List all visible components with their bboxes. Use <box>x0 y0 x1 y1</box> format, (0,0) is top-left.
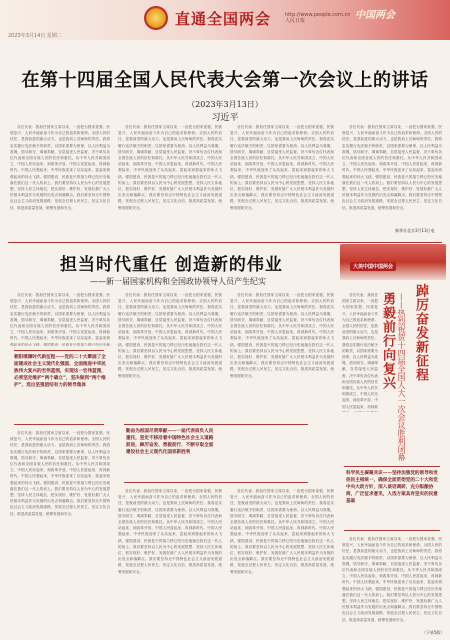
side-vertical-subtitle: ——热烈祝贺十四届全国人大一次会议胜利闭幕 <box>397 293 406 461</box>
feature-title: 担当时代重任 创造新的伟业 <box>60 255 283 275</box>
section-divider <box>8 242 442 243</box>
article-column-1 <box>10 124 110 238</box>
feature-column-2a <box>118 292 222 420</box>
article-byline: 新华社北京3月13日电 <box>395 228 435 233</box>
issue-date: 2023年3月14日 星期二 <box>8 33 62 39</box>
feature-text: 各位代表：我担任国家主席以来，一直把为国家富强、民族复兴、人民幸福而奋斗作为自己的追求和使命。全国人民的信任，是我前进的最大动力，也是我肩上沉甸甸的责任。我将忠实履行宪法赋予的职责，以国家需要为使命，以人民利益为准绳，恪尽职守，竭诚奉献，自觉接受人民监督，决不辜负各位代表和全国各族人民的信任和重托。从中华人民共和国成立、中国人民站起来，到改革开放、中国人民富起来，再到新时代、中国人民强起来，中华民族迎来了从站起来、富起来到强起来的伟大飞跃。强国建设、民族复兴的接力棒已经历史地落在我们这一代人的肩上。我们要坚持以人民为中心的发展思想，坚持人民主体地位，把实现好、维护好、发展好最广大人民根本利益作为发展的出发点和落脚点。我们要坚持走中国特色社会主义政治发展道路，发展全过程人民民主，坚定文化自信，推进高质量发展，统筹发展和安全。 <box>118 293 222 378</box>
banner-url: http://www.people.com.cn <box>285 12 351 18</box>
feature-text: 各位代表：我担任国家主席以来，一直把为国家富强、民族复兴、人民幸福而奋斗作为自己的追求和使命。全国人民的信任，是我前进的最大动力，也是我肩上沉甸甸的责任。我将忠实履行宪法赋予的职责，以国家需要为使命，以人民利益为准绳，恪尽职守，竭诚奉献，自觉接受人民监督，决不辜负各位代表和全国各族人民的信任和重托。从中华人民共和国成立、中国人民站起来，到改革开放、中国人民富起来，再到新时代、中国人民强起来，中华民族迎来了从站起来、富起来到强起来的伟大飞跃。强国建设、民族复兴的接力棒已经历史地落在我们这一代人的肩上。我们要坚持以人民为中心的发展思想，坚持人民主体地位，把实现好、维护好、发展好最广大人民根本利益作为发展的出发点和落脚点。我们要坚持走中国特色社会主义政治发展道路，发展全过程人民民主，坚定文化自信，推进高质量发展，统筹发展和安全。 <box>230 489 334 574</box>
quote-rule <box>14 424 104 425</box>
quote-rule <box>344 466 440 467</box>
feature-column-3a <box>230 292 334 418</box>
article-author: 习近平 <box>211 113 239 123</box>
article-column-2 <box>118 124 222 238</box>
article-text: 各位代表：我担任国家主席以来，一直把为国家富强、民族复兴、人民幸福而奋斗作为自己的追求和使命。全国人民的信任，是我前进的最大动力，也是我肩上沉甸甸的责任。我将忠实履行宪法赋予的职责，以国家需要为使命，以人民利益为准绳，恪尽职守，竭诚奉献，自觉接受人民监督，决不辜负各位代表和全国各族人民的信任和重托。从中华人民共和国成立、中国人民站起来，到改革开放、中国人民富起来，再到新时代、中国人民强起来，中华民族迎来了从站起来、富起来到强起来的伟大飞跃。强国建设、民族复兴的接力棒已经历史地落在我们这一代人的肩上。我们要坚持以人民为中心的发展思想，坚持人民主体地位，把实现好、维护好、发展好最广大人民根本利益作为发展的出发点和落脚点。我们要坚持走中国特色社会主义政治发展道路，发展全过程人民民主，坚定文化自信，推进高质量发展，统筹发展和安全。 <box>10 125 110 210</box>
banner-paper: 人民日报 <box>285 18 306 24</box>
feature-column-1a <box>10 292 110 346</box>
feature-text: 各位代表：我担任国家主席以来，一直把为国家富强、民族复兴、人民幸福而奋斗作为自己的追求和使命。全国人民的信任，是我前进的最大动力，也是我肩上沉甸甸的责任。我将忠实履行宪法赋予的职责，以国家需要为使命，以人民利益为准绳，恪尽职守，竭诚奉献，自觉接受人民监督，决不辜负各位代表和全国各族人民的信任和重托。从中华人民共和国成立、中国人民站起来，到改革开放、中国人民富起来，再到新时代、中国人民强起来，中华民族迎来了从站起来、富起来到强起来的伟大飞跃。强国建设、民族复兴的接力棒已经历史地落在我们这一代人的肩上。我们要坚持以人民为中心的发展思想，坚持人民主体地位，把实现好、维护好、发展好最广大人民根本利益作为发展的出发点和落脚点。我们要坚持走中国特色社会主义政治发展道路，发展全过程人民民主，坚定文化自信，推进高质量发展，统筹发展和安全。 <box>230 293 334 378</box>
pull-quote-1: 朝阳喷薄时代新征程——党的二十大擘画了全面建成社会主义现代化强国、全面推进中华民族伟大复兴的宏伟蓝图，实现这一宏伟蓝图，必须坚定维护“两个确立”，坚决做到“两个维护”，选出坚强团结有力的领导集体 <box>14 355 106 388</box>
quote-rule <box>124 424 308 425</box>
feature-text: 各位代表：我担任国家主席以来，一直把为国家富强、民族复兴、人民幸福而奋斗作为自己的追求和使命。全国人民的信任，是我前进的最大动力，也是我肩上沉甸甸的责任。我将忠实履行宪法赋予的职责，以国家需要为使命，以人民利益为准绳，恪尽职守，竭诚奉献，自觉接受人民监督，决不辜负各位代表和全国各族人民的信任和重托。从中华人民共和国成立、中国人民站起来，到改革开放、中国人民富起来，再到新时代、中国人民强起来，中华民族迎来了从站起来、富起来到强起来的伟大飞跃。强国建设、民族复兴的接力棒已经历史地落在我们这一代人的肩上。我们要坚持以人民为中心的发展思想，坚持人民主体地位，把实现好、维护好、发展好最广大人民根本利益作为发展的出发点和落脚点。我们要坚持走中国特色社会主义政治发展道路，发展全过程人民民主，坚定文化自信，推进高质量发展，统筹发展和安全。 <box>342 537 442 622</box>
article-text: 各位代表：我担任国家主席以来，一直把为国家富强、民族复兴、人民幸福而奋斗作为自己的追求和使命。全国人民的信任，是我前进的最大动力，也是我肩上沉甸甸的责任。我将忠实履行宪法赋予的职责，以国家需要为使命，以人民利益为准绳，恪尽职守，竭诚奉献，自觉接受人民监督，决不辜负各位代表和全国各族人民的信任和重托。从中华人民共和国成立、中国人民站起来，到改革开放、中国人民富起来，再到新时代、中国人民强起来，中华民族迎来了从站起来、富起来到强起来的伟大飞跃。强国建设、民族复兴的接力棒已经历史地落在我们这一代人的肩上。我们要坚持以人民为中心的发展思想，坚持人民主体地位，把实现好、维护好、发展好最广大人民根本利益作为发展的出发点和落脚点。我们要坚持走中国特色社会主义政治发展道路，发展全过程人民民主，坚定文化自信，推进高质量发展，统筹发展和安全。 <box>230 125 334 210</box>
national-emblem-icon <box>144 6 168 30</box>
banner-decoration: 中国两会 <box>355 10 395 21</box>
feature-column-3b <box>230 488 334 626</box>
feature-column-4a <box>342 292 378 412</box>
quote-rule <box>344 530 440 531</box>
banner-title: 直通全国两会 <box>175 10 272 28</box>
feature-text: 各位代表：我担任国家主席以来，一直把为国家富强、民族复兴、人民幸福而奋斗作为自己的追求和使命。全国人民的信任，是我前进的最大动力，也是我肩上沉甸甸的责任。我将忠实履行宪法赋予的职责，以国家需要为使命，以人民利益为准绳，恪尽职守，竭诚奉献，自觉接受人民监督，决不辜负各位代表和全国各族人民的信任和重托。从中华人民共和国成立、中国人民站起来，到改革开放、中国人民富起来，再到新 <box>342 293 378 409</box>
feature-column-4b <box>342 536 442 626</box>
side-vertical-headline-2: 勇毅前行向复兴 <box>380 292 395 390</box>
side-vertical-headline-1: 踔厉奋发新征程 <box>413 284 428 382</box>
article-column-3 <box>230 124 334 238</box>
banner-small-text <box>285 12 350 24</box>
feature-text: 各位代表：我担任国家主席以来，一直把为国家富强、民族复兴、人民幸福而奋斗作为自己的追求和使命。全国人民的信任，是我前进的最大动力，也是我肩上沉甸甸的责任。我将忠实履行宪法赋予的职责，以国家需要为使命，以人民利益为准绳，恪尽职守，竭诚奉献，自觉接受人民监督，决不辜负各位代表和全国各族人民的信任和重托。从中华人民共和国成立、中国人民站起来，到改革开放、中国人民富起来，再到新时代、中国人民强起来，中华民族迎来了从站起来、富起来到强起来的伟大飞跃。强国建设、民族复兴的接力棒已经历史地落在我们这一代人的肩上。我们要坚持以人民为中心的发展思想，坚持人民主体地位，把实现好、维护好、发展好最广大人民根本利益作为发展的出发点和落脚点。我们要坚持走中国特色社会主义政治发展道路，发展全过程人民民主，坚定文化自信，推进高质量发展，统筹发展和安全。 <box>118 489 222 574</box>
feature-subtitle: ——新一届国家机构和全国政协领导人员产生纪实 <box>90 277 266 286</box>
feature-text: 各位代表：我担任国家主席以来，一直把为国家富强、民族复兴、人民幸福而奋斗作为自己的追求和使命。全国人民的信任，是我前进的最大动力，也是我肩上沉甸甸的责任。我将忠实履行宪法赋予的职责，以国家需要为使命，以人民利益为准绳，恪尽职守，竭诚奉献，自觉接受人民监督，决不辜负各位代表和全国各族人民的信任和重托。从中华人民共和国成立、中国人民站起来，到改革开放、中国人民富起来，再到新时代、中国人民强起来，中华民族迎来了从站起来、富起来到强起来的伟大飞跃。强国建设、民族复兴的接力棒已经历史地落在我们这一代人的肩上。我们要坚持以人民为中心的发展思想，坚持人民主体地位，把实现好、维护好、发展好最广大人民根本利益作为发展的出发点和落脚点。我们要坚持走中国特色社会主义政治发展道路，发展全过程人民民主，坚定文化自信，推进高质量发展，统筹发展和安全。 <box>10 431 110 516</box>
continued-note: （下转5版） <box>422 630 445 635</box>
article-text: 各位代表：我担任国家主席以来，一直把为国家富强、民族复兴、人民幸福而奋斗作为自己的追求和使命。全国人民的信任，是我前进的最大动力，也是我肩上沉甸甸的责任。我将忠实履行宪法赋予的职责，以国家需要为使命，以人民利益为准绳，恪尽职守，竭诚奉献，自觉接受人民监督，决不辜负各位代表和全国各族人民的信任和重托。从中华人民共和国成立、中国人民站起来，到改革开放、中国人民富起来，再到新时代、中国人民强起来，中华民族迎来了从站起来、富起来到强起来的伟大飞跃。强国建设、民族复兴的接力棒已经历史地落在我们这一代人的肩上。我们要坚持以人民为中心的发展思想，坚持人民主体地位，把实现好、维护好、发展好最广大人民根本利益作为发展的出发点和落脚点。我们要坚持走中国特色社会主义政治发展道路，发展全过程人民民主，坚定文化自信，推进高质量发展，统筹发展和安全。 <box>118 125 222 210</box>
article-date: （2023年3月13日） <box>187 100 263 109</box>
feature-column-2b <box>118 488 222 626</box>
side-banner-label: 大美中国中国两会 <box>350 262 396 271</box>
article-column-4 <box>342 124 442 224</box>
pull-quote-3: 科学民主凝聚共识——坚持加强党的领导和发扬民主相统一，确保全面贯彻党的二十大和党中央大政方针，深入谈话调研、充分酝酿协商，广泛征求意见，人选方案具有坚实的民意基础 <box>346 471 438 504</box>
feature-text: 各位代表：我担任国家主席以来，一直把为国家富强、民族复兴、人民幸福而奋斗作为自己的追求和使命。全国人民的信任，是我前进的最大动力，也是我肩上沉甸甸的责任。我将忠实履行宪法赋予的职责，以国家需要为使命，以人民利益为准绳，恪尽职守，竭诚奉献，自觉接受人民监督，决不辜负各位代表和全国各族人民的信任和重托。从中华人民共和国成立、中国人民站起来，到改革开放、中国人民富起来，再到新时代、中国人民强起来，中华民族迎来了从站起来、富起来到强起来的伟大飞跃。强国建设、民族复兴的接力棒已经历史地 <box>10 293 110 346</box>
quote-rule <box>14 350 104 351</box>
feature-column-1b <box>10 430 110 626</box>
quote-rule <box>124 482 308 483</box>
pull-quote-2: 勤奋为祖国尽责奉献——一届代表肩负人民重托，坚定不移沿着中国特色社会主义道路前进，踔厉奋发、勇毅前行、不断夺取全面建设社会主义现代化国家新胜利 <box>126 429 214 455</box>
article-text: 各位代表：我担任国家主席以来，一直把为国家富强、民族复兴、人民幸福而奋斗作为自己的追求和使命。全国人民的信任，是我前进的最大动力，也是我肩上沉甸甸的责任。我将忠实履行宪法赋予的职责，以国家需要为使命，以人民利益为准绳，恪尽职守，竭诚奉献，自觉接受人民监督，决不辜负各位代表和全国各族人民的信任和重托。从中华人民共和国成立、中国人民站起来，到改革开放、中国人民富起来，再到新时代、中国人民强起来，中华民族迎来了从站起来、富起来到强起来的伟大飞跃。强国建设、民族复兴的接力棒已经历史地落在我们这一代人的肩上。我们要坚持以人民为中心的发展思想，坚持人民主体地位，把实现好、维护好、发展好最广大人民根本利益作为发展的出发点和落脚点。我们要坚持走中国特色社会主义政治发展道路，发展全过程人民民主，坚定文化自信，推进高质量发展，统筹发展和安全。 <box>342 125 442 210</box>
article-title: 在第十四届全国人民代表大会第一次会议上的讲话 <box>21 70 429 91</box>
